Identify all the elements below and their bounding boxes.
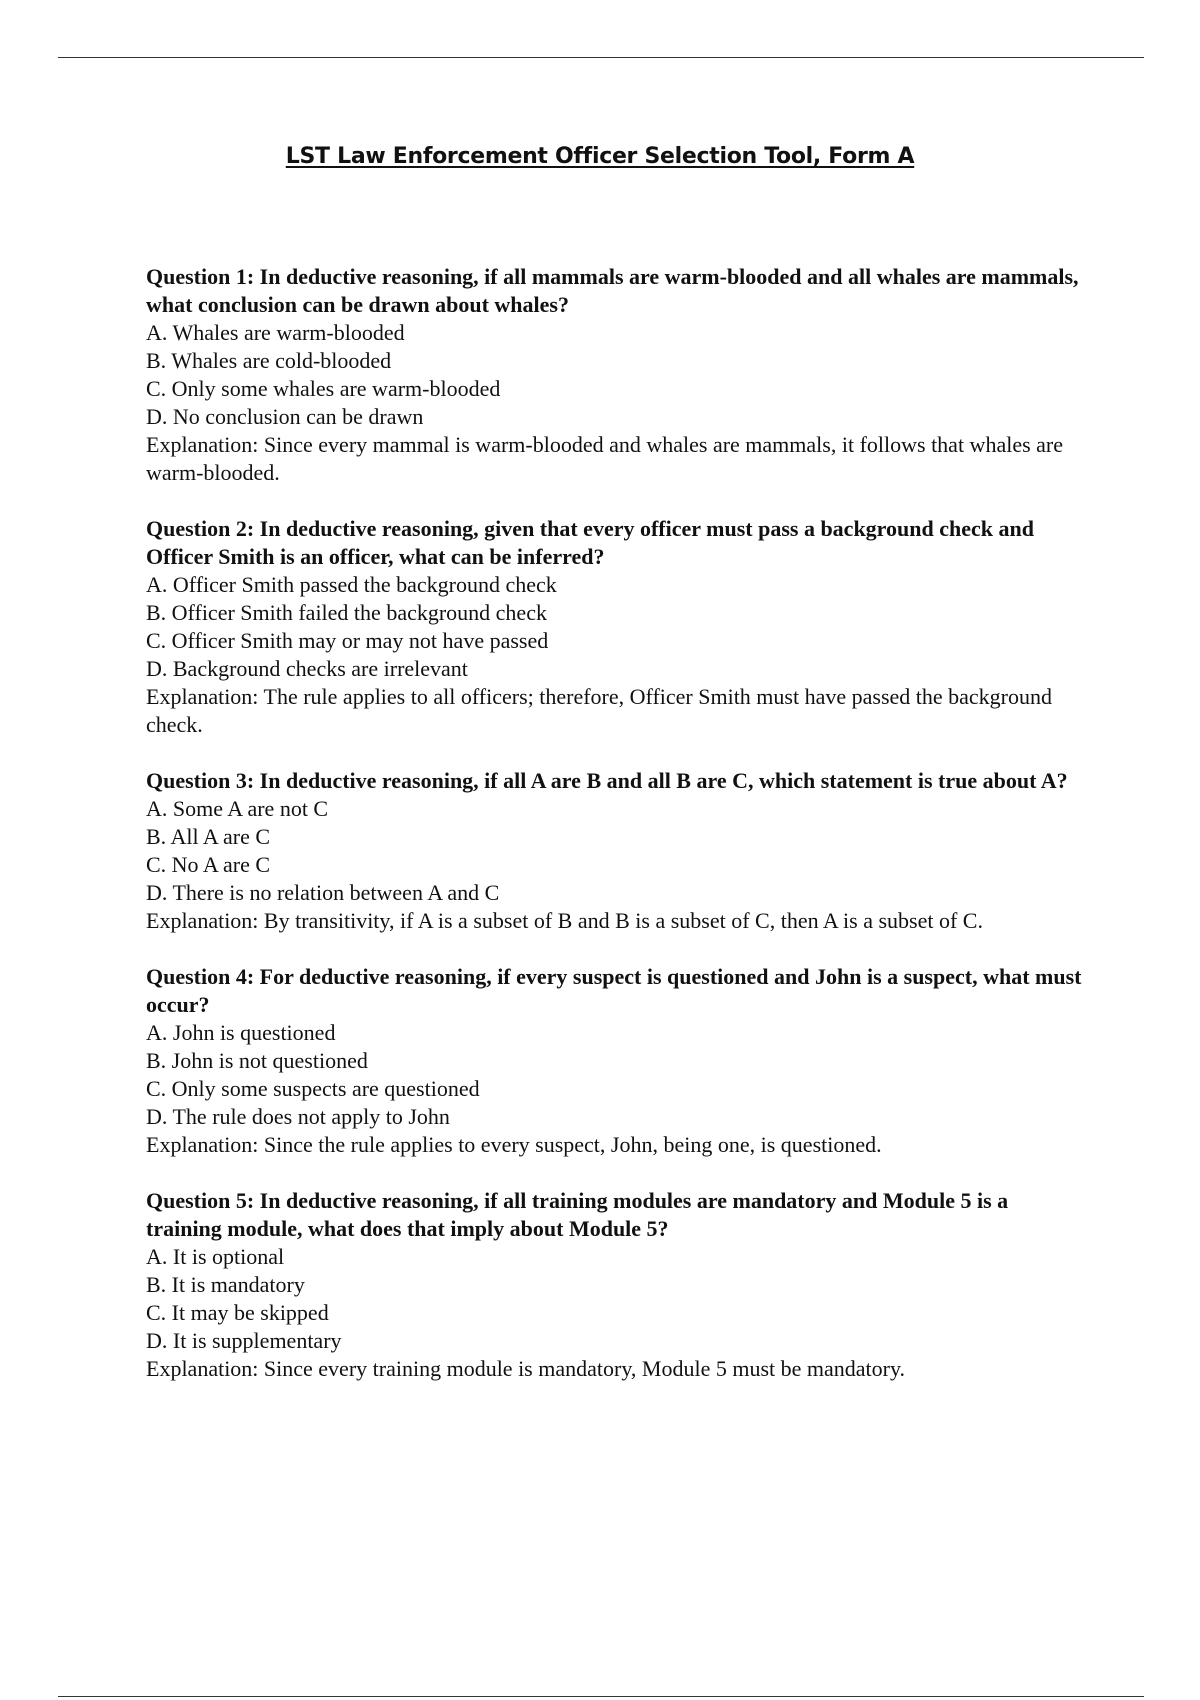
question-3 <box>146 767 1086 935</box>
answer-option-c: C. No A are C <box>146 852 271 877</box>
question-4 <box>146 963 1086 1159</box>
answer-option-d: D. Background checks are irrelevant <box>146 656 468 681</box>
answer-option-d: D. The rule does not apply to John <box>146 1104 450 1129</box>
top-divider <box>58 57 1144 58</box>
answer-option-b: B. Whales are cold-blooded <box>146 348 392 373</box>
explanation-text: Explanation: The rule applies to all officers; therefore, Officer Smith must have passed the background check. <box>146 684 1053 737</box>
answer-option-a: A. Whales are warm-blooded <box>146 320 405 345</box>
answer-option-c: C. It may be skipped <box>146 1300 329 1325</box>
document-title: LST Law Enforcement Officer Selection Tool, Form A <box>285 144 915 169</box>
answer-option-b: B. It is mandatory <box>146 1272 305 1297</box>
answer-option-c: C. Only some suspects are questioned <box>146 1076 480 1101</box>
explanation-text: Explanation: Since every mammal is warm-blooded and whales are mammals, it follows that whales are warm-blooded. <box>146 432 1064 485</box>
answer-option-b: B. Officer Smith failed the background check <box>146 600 547 625</box>
question-text: Question 3: In deductive reasoning, if all A are B and all B are C, which statement is true about A? <box>146 768 1068 793</box>
question-text: Question 4: For deductive reasoning, if every suspect is questioned and John is a suspect, what must occur? <box>146 964 1082 1017</box>
answer-option-c: C. Officer Smith may or may not have passed <box>146 628 549 653</box>
answer-option-d: D. There is no relation between A and C <box>146 880 500 905</box>
question-text: Question 5: In deductive reasoning, if all training modules are mandatory and Module 5 is a training module, what does that imply about Module 5? <box>146 1188 1009 1241</box>
answer-option-d: D. It is supplementary <box>146 1328 342 1353</box>
question-1 <box>146 263 1086 487</box>
answer-option-b: B. John is not questioned <box>146 1048 368 1073</box>
answer-option-d: D. No conclusion can be drawn <box>146 404 424 429</box>
question-text: Question 1: In deductive reasoning, if all mammals are warm-blooded and all whales are mammals, what conclusion can be drawn about whales? <box>146 264 1079 317</box>
question-5 <box>146 1187 1086 1383</box>
answer-option-a: A. John is questioned <box>146 1020 336 1045</box>
question-text: Question 2: In deductive reasoning, given that every officer must pass a background check and Officer Smith is an officer, what can be inferred? <box>146 516 1034 569</box>
answer-option-a: A. It is optional <box>146 1244 285 1269</box>
answer-option-a: A. Some A are not C <box>146 796 329 821</box>
answer-option-a: A. Officer Smith passed the background check <box>146 572 557 597</box>
question-2 <box>146 515 1086 739</box>
answer-option-b: B. All A are C <box>146 824 271 849</box>
explanation-text: Explanation: Since every training module is mandatory, Module 5 must be mandatory. <box>146 1356 906 1381</box>
explanation-text: Explanation: Since the rule applies to every suspect, John, being one, is questioned. <box>146 1132 882 1157</box>
bottom-divider <box>58 1696 1144 1697</box>
answer-option-c: C. Only some whales are warm-blooded <box>146 376 501 401</box>
explanation-text: Explanation: By transitivity, if A is a subset of B and B is a subset of C, then A is a subset of C. <box>146 908 983 933</box>
question-list <box>146 263 1086 1411</box>
